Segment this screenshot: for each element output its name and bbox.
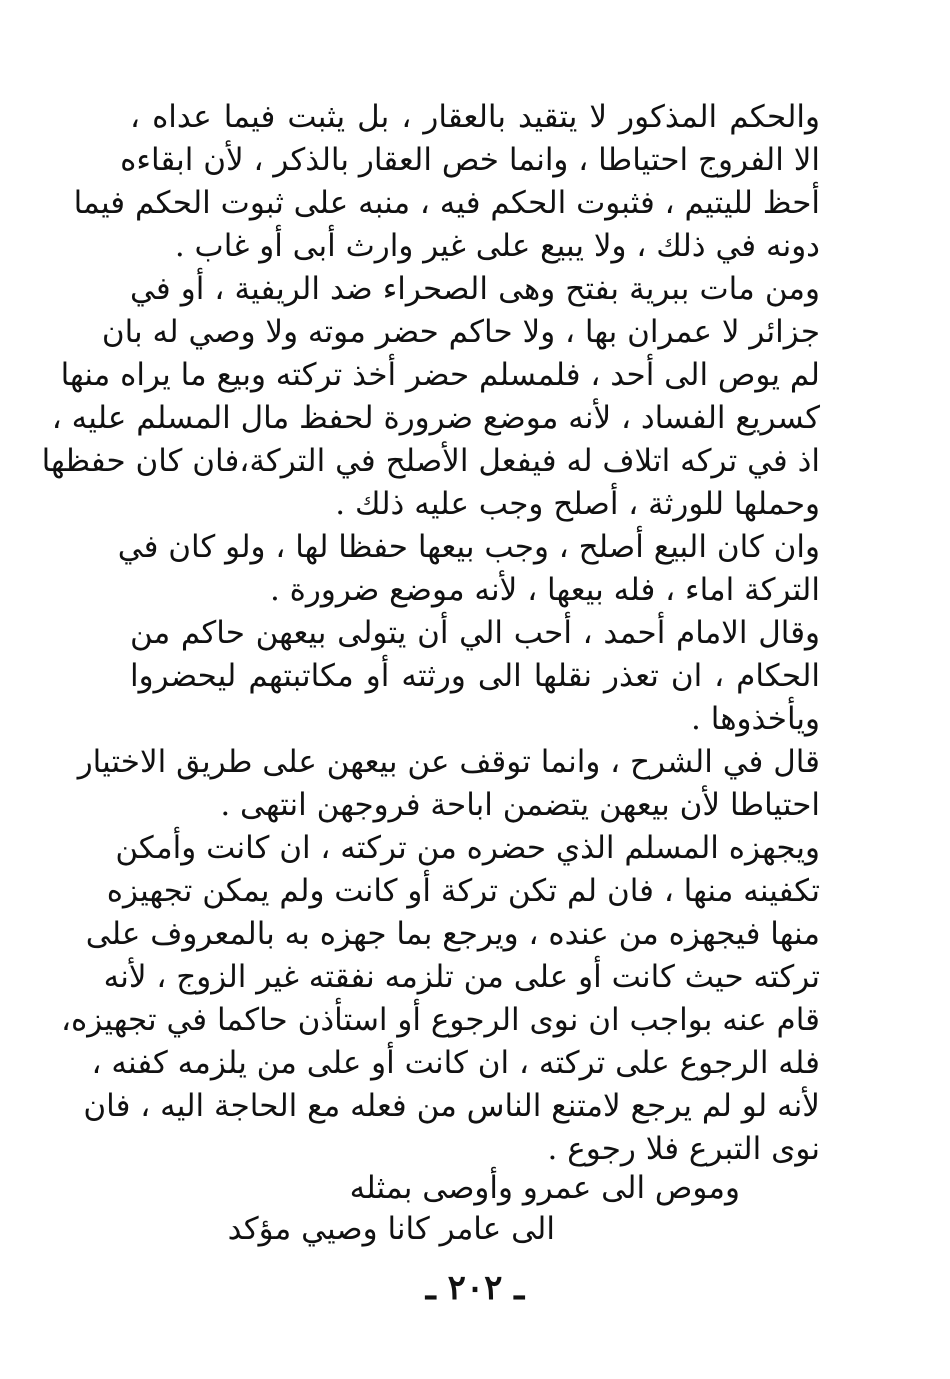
text-line: تركته حيث كانت أو على من تلزمه نفقته غير الزوج ، لأنه: [103, 959, 820, 995]
text-line: قال في الشرح ، وانما توقف عن بيعهن على طريق الاختيار: [77, 744, 820, 780]
text-line: فله الرجوع على تركته ، ان كانت أو على من يلزمه كفنه ،: [91, 1045, 820, 1081]
text-line: قام عنه بواجب ان نوى الرجوع أو استأذن حاكما في تجهيزه،: [60, 1002, 820, 1038]
text-line: كسريع الفساد ، لأنه موضع ضرورة لحفظ مال المسلم عليه ،: [51, 400, 820, 436]
text-line: وان كان البيع أصلح ، وجب بيعها حفظا لها ، ولو كان في: [117, 529, 820, 565]
text-line: نوى التبرع فلا رجوع .: [547, 1131, 820, 1167]
text-line: الحكام ، ان تعذر نقلها الى ورثته أو مكاتبتهم ليحضروا: [130, 658, 820, 694]
text-line: وحملها للورثة ، أصلح وجب عليه ذلك .: [335, 486, 820, 522]
text-line: احتياطا لأن بيعهن يتضمن اباحة فروجهن انتهى .: [220, 787, 820, 823]
poem-verse-first-hemistich: وموص الى عمرو وأوصى بمثله: [349, 1170, 740, 1206]
text-line: اذ في تركه اتلاف له فيفعل الأصلح في التركة،فان كان حفظها: [41, 443, 820, 479]
text-line: أحظ لليتيم ، فثبوت الحكم فيه ، منبه على ثبوت الحكم فيما: [73, 185, 820, 221]
text-line: وقال الامام أحمد ، أحب الي أن يتولى بيعهن حاكم من: [130, 615, 820, 651]
text-line: والحكم المذكور لا يتقيد بالعقار ، بل يثبت فيما عداه ،: [130, 99, 820, 135]
text-line: ويجهزه المسلم الذي حضره من تركته ، ان كانت وأمكن: [115, 830, 820, 866]
page-number: ـ ٢٠٢ ـ: [425, 1268, 525, 1308]
text-line: تكفينه منها ، فان لم تكن تركة أو كانت ولم يمكن تجهيزه: [106, 873, 820, 909]
poem-verse-second-hemistich: الى عامر كانا وصيي مؤكد: [227, 1211, 555, 1247]
text-line: ومن مات ببرية بفتح وهى الصحراء ضد الريفية ، أو في: [130, 271, 820, 307]
text-line: جزائر لا عمران بها ، ولا حاكم حضر موته ولا وصي له بان: [101, 314, 820, 350]
text-line: لأنه لو لم يرجع لامتنع الناس من فعله مع الحاجة اليه ، فان: [83, 1088, 820, 1124]
text-line: دونه في ذلك ، ولا يبيع على غير وارث أبى أو غاب .: [174, 228, 820, 264]
text-line: الا الفروج احتياطا ، وانما خص العقار بالذكر ، لأن ابقاءه: [120, 142, 820, 178]
text-line: منها فيجهزه من عنده ، ويرجع بما جهزه به بالمعروف على: [85, 916, 820, 952]
text-line: لم يوص الى أحد ، فلمسلم حضر أخذ تركته وبيع ما يراه منها: [60, 357, 820, 393]
text-line: التركة اماء ، فله بيعها ، لأنه موضع ضرورة .: [269, 572, 820, 608]
text-line: ويأخذوها .: [691, 701, 820, 737]
